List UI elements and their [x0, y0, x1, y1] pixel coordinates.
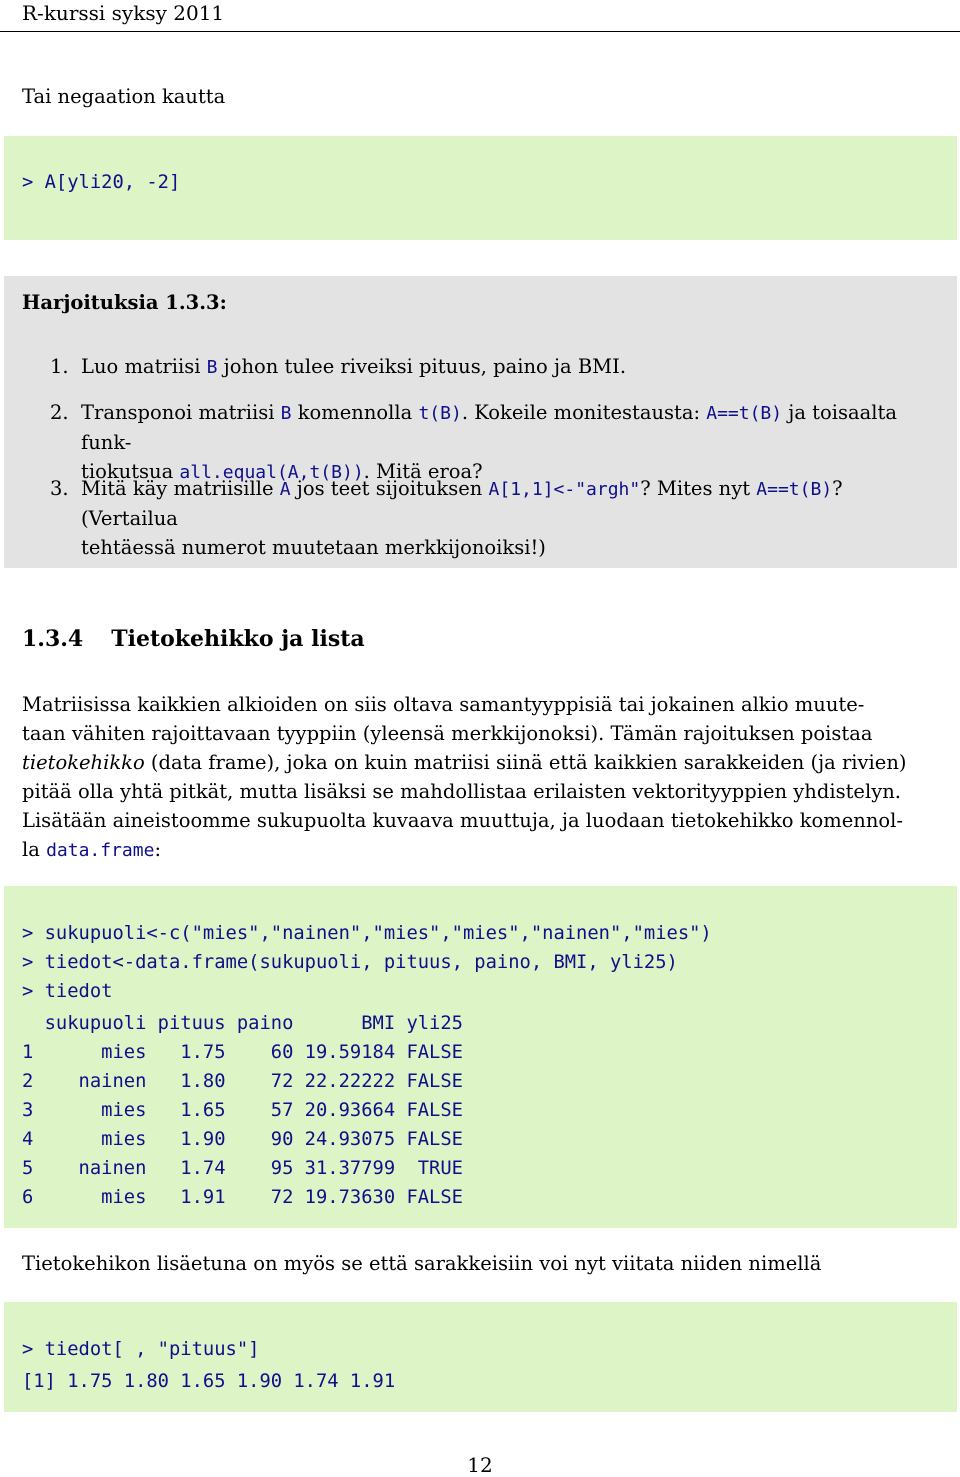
output-line: 5 nainen 1.74 95 31.37799 TRUE [22, 1158, 463, 1179]
code-block-2 [4, 886, 957, 1228]
output-line: 1 mies 1.75 60 19.59184 FALSE [22, 1042, 463, 1063]
exercise-number: 2. [50, 401, 69, 424]
code-block-3 [4, 1302, 957, 1412]
section-number: 1.3.4 [22, 626, 84, 652]
running-header [0, 0, 960, 32]
output-line: 2 nainen 1.80 72 22.22222 FALSE [22, 1071, 463, 1092]
exercise-text: Mitä käy matriisille A jos teet sijoituksen A[1,1]<-"argh"? Mites nyt A==t(B)? (Vertailua tehtäessä numerot muutetaan merkkijonoiksi!) [81, 477, 843, 559]
code-line: > tiedot[ , "pituus"] [22, 1339, 260, 1360]
exercise-title: Harjoituksia 1.3.3: [22, 291, 227, 314]
intro-text: Tai negaation kautta [22, 85, 226, 108]
section-heading [22, 626, 365, 652]
closing-text: Tietokehikon lisäetuna on myös se että sarakkeisiin voi nyt viitata niiden nimellä [22, 1252, 822, 1275]
page-number: 12 [467, 1453, 493, 1477]
exercise-number: 3. [50, 477, 69, 500]
output-line: [1] 1.75 1.80 1.65 1.90 1.74 1.91 [22, 1371, 396, 1392]
exercise-text: Luo matriisi B johon tulee riveiksi pituus, paino ja BMI. [81, 355, 627, 378]
body-paragraph [22, 690, 938, 865]
paragraph-line: taan vähiten rajoittavaan tyyppiin (yleensä merkkijonoksi). Tämän rajoituksen poistaa [22, 722, 873, 745]
paragraph-line: tietokehikko (data frame), joka on kuin matriisi siinä että kaikkien sarakkeiden (ja rivien) [22, 751, 907, 774]
output-line: 3 mies 1.65 57 20.93664 FALSE [22, 1100, 463, 1121]
exercise-box [4, 276, 957, 568]
exercise-text: Transponoi matriisi B komennolla t(B). Kokeile monitestausta: A==t(B) ja toisaalta funk- tiokutsua all.equal(A,t(B)). Mitä eroa? [81, 401, 897, 483]
code-line: > tiedot [22, 981, 113, 1002]
paragraph-line: Lisätään aineistoomme sukupuolta kuvaava muuttuja, ja luodaan tietokehikko komennol- [22, 809, 903, 832]
output-line: 4 mies 1.90 90 24.93075 FALSE [22, 1129, 463, 1150]
section-title: Tietokehikko ja lista [111, 626, 365, 652]
output-line: 6 mies 1.91 72 19.73630 FALSE [22, 1187, 463, 1208]
paragraph-line: pitää olla yhtä pitkät, mutta lisäksi se mahdollistaa erilaisten vektorityyppien yhdistelyn. [22, 780, 901, 803]
code-block-1 [4, 136, 957, 240]
exercise-number: 1. [50, 355, 69, 378]
header-title: R-kurssi syksy 2011 [22, 1, 225, 25]
output-line: sukupuoli pituus paino BMI yli25 [22, 1013, 463, 1034]
code-line: > tiedot<-data.frame(sukupuoli, pituus, paino, BMI, yli25) [22, 952, 678, 973]
paragraph-line: Matriisissa kaikkien alkioiden on siis oltava samantyyppisiä tai jokainen alkio muute- [22, 693, 865, 716]
code-line: > A[yli20, -2] [22, 172, 181, 193]
paragraph-line: la data.frame: [22, 838, 162, 861]
code-line: > sukupuoli<-c("mies","nainen","mies","mies","nainen","mies") [22, 923, 712, 944]
